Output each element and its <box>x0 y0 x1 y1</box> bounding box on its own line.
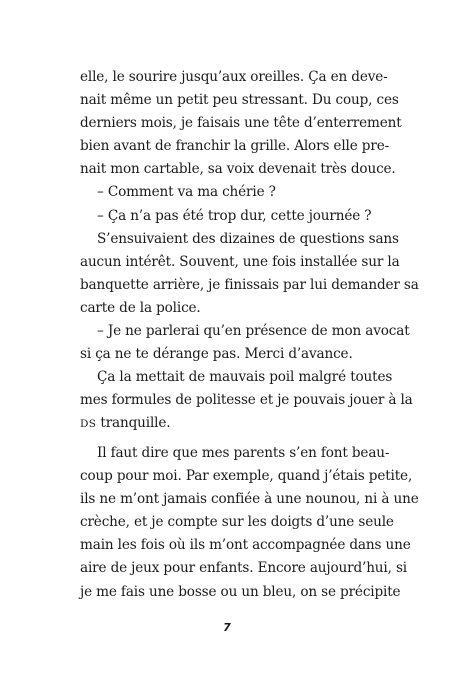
dialogue-line: – Comment va ma chérie ? <box>97 184 276 201</box>
paragraph-line: banquette arrière, je finissais par lui demander sa <box>80 276 419 293</box>
paragraph-line: S’ensuivaient des dizaines de questions sans <box>97 230 399 247</box>
paragraph-line: crèche, et je compte sur les doigts d’une seule <box>80 514 394 531</box>
paragraph-line: nait même un petit peu stressant. Du coup, ces <box>80 92 399 109</box>
paragraph-line-rest: tranquille. <box>96 415 171 432</box>
paragraph-line: nait mon cartable, sa voix devenait très douce. <box>80 161 396 178</box>
paragraph-line: main les fois où ils m’ont accompagnée dans une <box>80 537 411 554</box>
paragraph-line: Ça la mettait de mauvais poil malgré toutes <box>97 369 393 386</box>
paragraph-line: elle, le sourire jusqu’aux oreilles. Ça en deve- <box>80 69 388 85</box>
paragraph-line: bien avant de franchir la grille. Alors elle pre- <box>80 138 390 155</box>
paragraph-line: coup pour moi. Par exemple, quand j’étais petite, <box>80 468 413 485</box>
text-block-bottom <box>80 442 419 604</box>
page-number: 7 <box>223 621 231 634</box>
text-block-top <box>80 66 419 436</box>
paragraph-line: derniers mois, je faisais une tête d’enterrement <box>80 115 402 132</box>
paragraph-line: ils ne m’ont jamais confiée à une nounou, ni à une <box>80 491 419 508</box>
dialogue-line: si ça ne te dérange pas. Merci d’avance. <box>80 346 353 363</box>
paragraph-line <box>80 412 378 435</box>
paragraph-line: mes formules de politesse et je pouvais jouer à la <box>80 392 413 409</box>
ds-abbreviation: DS <box>80 418 97 431</box>
dialogue-line: – Je ne parlerai qu’en présence de mon avocat <box>97 323 410 340</box>
paragraph-line: carte de la police. <box>80 299 201 316</box>
paragraph-line: aire de jeux pour enfants. Encore aujourd’hui, si <box>80 560 407 577</box>
paragraph-line: Il faut dire que mes parents s’en font beau- <box>97 445 390 461</box>
paragraph-line: aucun intérêt. Souvent, une fois installée sur la <box>80 253 400 270</box>
dialogue-line: – Ça n’a pas été trop dur, cette journée ? <box>97 207 372 224</box>
paragraph-line: je me fais une bosse ou un bleu, on se précipite <box>80 583 401 600</box>
